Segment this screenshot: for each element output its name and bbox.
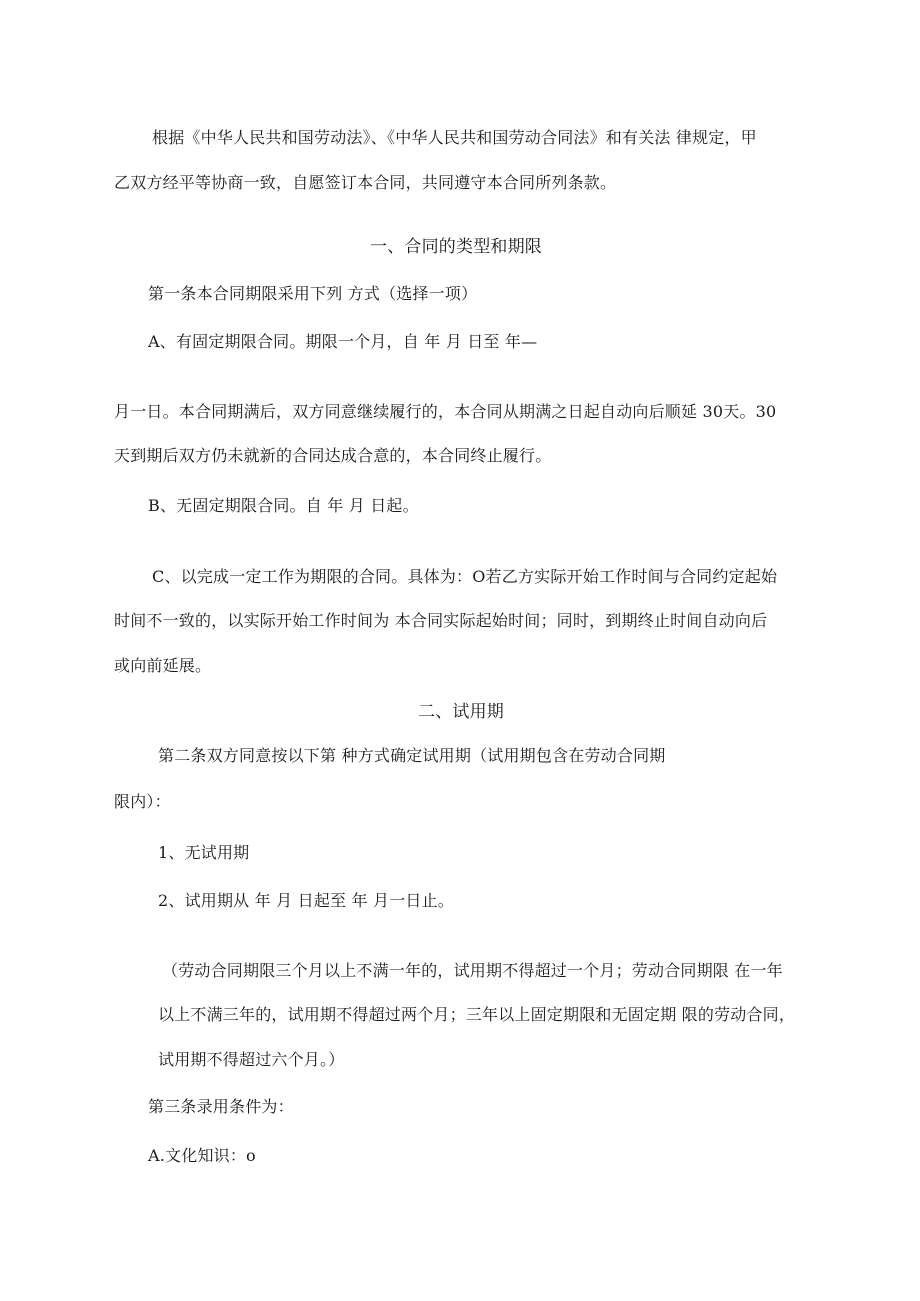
probation-note-line-3: 试用期不得超过六个月。） [158, 1050, 345, 1069]
probation-item-2: 2、试用期从 年 月 日起至 年 月一日止。 [158, 891, 455, 910]
condition-a-text: A.文化知识：o [148, 1146, 256, 1165]
option-c-line-3: 或向前延展。 [114, 656, 212, 675]
article-2-line-1: 第二条双方同意按以下第 种方式确定试用期（试用期包含在劳动合同期 [158, 746, 666, 765]
option-a-line-1: A、有固定期限合同。期限一个月，自 年 月 日至 年— [148, 332, 538, 351]
section-2-heading: 二、试用期 [418, 702, 504, 722]
option-c-line-1: C、以完成一定工作为期限的合同。具体为：O若乙方实际开始工作时间与合同约定起始 [152, 567, 778, 586]
preamble-line-2: 乙双方经平等协商一致，自愿签订本合同，共同遵守本合同所列条款。 [114, 173, 617, 192]
section-1-heading: 一、合同的类型和期限 [370, 237, 542, 257]
article-3-text: 第三条录用条件为： [148, 1097, 294, 1116]
article-2-line-2: 限内）： [114, 792, 171, 811]
article-1-text: 第一条本合同期限采用下列 方式（选择一项） [148, 284, 478, 303]
probation-note-line-1: （劳动合同期限三个月以上不满一年的，试用期不得超过一个月；劳动合同期限 在一年 [162, 961, 783, 980]
preamble-line-1: 根据《中华人民共和国劳动法》、《中华人民共和国劳动合同法》和有关法 律规定，甲 [152, 128, 757, 147]
probation-note-line-2: 以上不满三年的，试用期不得超过两个月；三年以上固定期限和无固定期 限的劳动合同， [158, 1005, 796, 1024]
option-a-line-3: 天到期后双方仍未就新的合同达成合意的，本合同终止履行。 [114, 446, 552, 465]
probation-item-1: 1、无试用期 [158, 843, 250, 862]
option-b-text: B、无固定期限合同。自 年 月 日起。 [148, 496, 419, 515]
option-a-line-2: 月一日。本合同期满后，双方同意继续履行的，本合同从期满之日起自动向后顺延 30天。30 [114, 402, 777, 421]
option-c-line-2: 时间不一致的，以实际开始工作时间为 本合同实际起始时间；同时，到期终止时间自动向后 [114, 611, 768, 630]
